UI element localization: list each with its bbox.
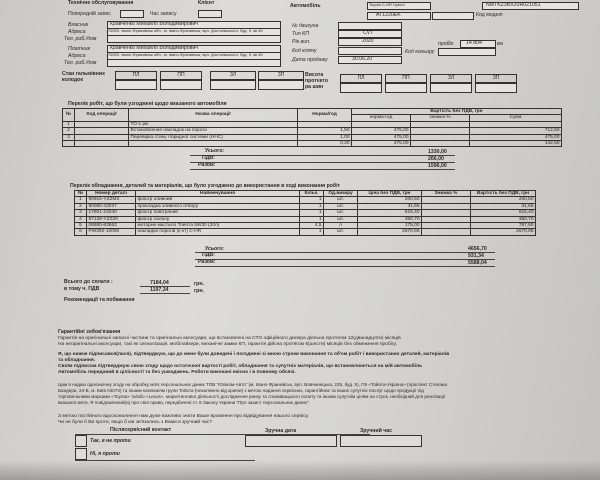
works-total-label: Усього: xyxy=(205,148,225,154)
consent-p3: торговельними марками «Toyota» та/або «Lexus», маркетингової діяльності дослідження ринку та споживацького попиту та іншим супутнім цілям на строк, необхідний для реалізації xyxy=(58,394,446,399)
car-heading: Автомобіль xyxy=(290,3,321,9)
payer-name: Кравченко Михайло Володимирович xyxy=(110,45,198,51)
gearbox-value: CVT xyxy=(363,30,374,36)
mileage-unit: км xyxy=(497,41,503,47)
feedback-p2: Чи не були б Ви проти, якщо б ми зв'язались з Вами в зручний час? xyxy=(58,420,212,425)
payer-address-label: Адреса xyxy=(68,53,86,59)
vin-value: NMTKZ3BX20R021051 xyxy=(486,2,541,8)
year-label: Рік вип. xyxy=(292,39,311,45)
consent-p2: Бандери, 24-Б, м. Київ 04073) та іншим компаніям групи Тойота (незалежно від країни) з метою надання сервісних, гарантійних та інших супутніх послуг щодо продукції під xyxy=(58,388,424,393)
contact-time-field[interactable] xyxy=(340,435,422,447)
contact-date-label: Зручна дата xyxy=(265,428,297,434)
table-row: 0,30 475,00 142,50 xyxy=(63,141,562,147)
phone-label: Тел. роб./дом xyxy=(64,36,97,42)
works-total: 1330,00 xyxy=(428,149,447,155)
pay-total-unit: грн. xyxy=(194,281,204,287)
brake-pads-label: Стан гальмівних колодок xyxy=(62,71,105,83)
doc-title: Технічне обслуговування xyxy=(68,0,134,6)
pads-fl: ПЛ xyxy=(115,71,157,80)
tread-fr: ПП xyxy=(385,74,427,83)
works-vat-label: ПДВ: xyxy=(202,155,215,161)
table-row: 1 90915-YZZM3 фільтр оливний 1 шт. 200,50 200,50 xyxy=(75,197,536,203)
pay-vat-unit: грн. xyxy=(194,288,204,294)
warranty-p1: Гарантія на оригінальні запасні частини та оригінальні аксесуари, що встановлені на СТО офіційного дилера діяльна протягом 12(дванадцяти) місяців xyxy=(58,336,401,341)
parts-sum: 5588,04 xyxy=(468,260,487,266)
holder-label: Власник xyxy=(68,22,89,28)
works-table: № Код операції Назва операції Норма/год Вартість без ПДВ, грн норма-год знижка % Сума 1 ТО-1 рік 2 Встановлення накладок на пороги 1,50 475,00 712,50 3 Перевірка стану гібридної системи (ННС) 1,00 475,00 475,00 0,30 475,00 142,50 xyxy=(62,108,562,147)
car-model: Toyota C-HR Hybrid xyxy=(369,2,405,7)
color-label: Код кольору xyxy=(405,49,435,55)
client-heading: Клієнт xyxy=(198,0,215,6)
contact-date-field[interactable] xyxy=(245,435,337,447)
plate-value: AT1220EK xyxy=(376,12,401,18)
consent-p1: Цим я надаю однозначну згоду на обробку моїх персональних даних ТОВ "Юліком-Авто" (м. Івано-Франківськ, вул. Вовчинецька, 225, буд. 5), ПІІ «Тойота-Україна» (проспект Степана xyxy=(58,382,448,387)
table-row: 5 08880-83863 моторне мастило Тойота 5W30 (20л) 4,5 л 175,00 787,50 xyxy=(75,223,536,229)
parts-vat-label: ПДВ: xyxy=(202,252,215,258)
contact-yes-label: Так, я не проти xyxy=(90,438,131,444)
address-label: Адреса xyxy=(68,29,86,35)
payer-address-value: 76000, Івано-Франківськ обл., м. Івано-Франківськ, вул. Достоєвського, буд. 9, кв 45 xyxy=(108,52,263,57)
works-sum-label: Разом: xyxy=(198,162,216,168)
parts-table: № Номер деталі Найменування Кільк. Од.виміру Ціна без ПДВ, грн Знижка % Вартість без ПДВ, грн 1 90915-YZZM3 фільтр оливний 1 шт. 200,50 200,50 2 90080-43037 прокладка зливного отвору 1 шт. 31,65 31,65 3 17801-24040 фільтр повітряний 1 шт. 615,40 615,40 4 87139-YZZ20 фільтр салону 1 шт. 350,70 350,70 5 08880-83863 моторне мастило Тойота 5W30 (20л) 4,5 л 175,00 787,50 6 PW392-10000 накладки порогів (к-кт) C-HR 1 шт. 2670,95 2670,95 xyxy=(74,190,536,236)
contact-no-label: Ні, я проти xyxy=(90,451,120,457)
parts-total: 4656,70 xyxy=(468,246,487,252)
contact-title: Післясервісний контакт xyxy=(110,427,172,433)
model-code-label: Код моделі xyxy=(476,12,503,18)
works-vat: 266,00 xyxy=(428,156,444,162)
tread-rr: ЗП xyxy=(475,74,517,83)
warranty-p1b: На неоригінальні аксесуари, такі як сигналізація, мобілайзери, механічні замки КП, гарантія дійсна протягом 6(шести) місяців без обмеження пробігу. xyxy=(58,342,397,347)
contact-no-checkbox[interactable] xyxy=(75,448,87,460)
recommendations-label: Рекомендації та побажання xyxy=(64,297,135,303)
gearbox-label: Тип КП xyxy=(292,31,309,37)
parts-vat: 931,34 xyxy=(468,253,484,259)
sale-date-label: Дата продажу xyxy=(292,57,328,63)
warranty-p2: Я, що нижче підписався(лася), підтверджую, що до мене були доведені і погоджені зі мною строки виконання та об'єм робіт і використаних деталей, матеріалів xyxy=(58,352,450,357)
mileage-label: пробіг xyxy=(438,41,454,47)
parts-total-label: Усього: xyxy=(205,246,225,252)
table-row: 2 Встановлення накладок на пороги 1,50 475,00 712,50 xyxy=(63,128,562,134)
table-row: 2 90080-43037 прокладка зливного отвору 1 шт. 31,65 31,65 xyxy=(75,203,536,209)
payer-phone-label: Тел. роб./дом xyxy=(64,60,97,66)
pads-fr: ПП xyxy=(160,71,202,80)
contact-yes-checkbox[interactable] xyxy=(75,435,87,447)
pads-rl: ЗЛ xyxy=(210,71,256,80)
order-label: Попередній запис xyxy=(68,11,111,17)
time-label: Час запису xyxy=(150,11,177,17)
contact-time-label: Зручний час xyxy=(360,428,392,434)
address-value: 76000, Івано-Франківськ обл., м. Івано-Франківськ, вул. Достоєвського, буд. 9, кв 45 xyxy=(108,28,263,33)
table-row: 4 87139-YZZ20 фільтр салону 1 шт. 350,70 350,70 xyxy=(75,216,536,222)
key-code-label: Код ключу xyxy=(292,48,317,54)
consent-p4: вказаної мети. Я повідомлений(а) про свої права, передбачені ст. 8 Закону України "Про захист персональних даних". xyxy=(58,400,310,405)
engine-label: № двигуна xyxy=(292,23,319,29)
mileage-value: 14 804 xyxy=(466,40,482,46)
table-row: 1 ТО-1 рік xyxy=(63,121,562,127)
pads-rr: ЗП xyxy=(258,71,304,80)
sale-date-value: 30.06.20 xyxy=(352,56,373,62)
year-value: 2020 xyxy=(362,38,374,44)
pay-total-label: Всього до сплати : xyxy=(64,279,113,285)
warranty-title: Гарантійні зобов'язання xyxy=(58,329,121,335)
warranty-p3: Своїм підписом підтверджую свою згоду щодо остаточної вартості робіт, обладнання та супутніх матеріалів, що встановлюються на мій автомобіль xyxy=(58,364,423,369)
payer-label: Платник xyxy=(68,46,91,52)
holder-name: Кравченко Михайло Володимирович xyxy=(110,21,198,27)
works-sum: 1596,00 xyxy=(428,163,447,169)
pay-vat-label: в тому ч. ПДВ xyxy=(64,286,100,292)
tread-fl: ПЛ xyxy=(340,74,382,83)
tread-rl: ЗЛ xyxy=(430,74,472,83)
parts-sum-label: Разом: xyxy=(198,259,216,265)
works-title: Перелік робіт, що були узгоджені щодо вказаного автомобіля xyxy=(68,101,227,107)
warranty-p3b: Автомобіль переданий в цілісності та без ушкоджень. Роботи виконані якісно і в повному обсязі. xyxy=(58,370,296,375)
warranty-p2b: та обладнання. xyxy=(58,358,96,363)
tread-label: Висота протекто ра шин xyxy=(305,72,329,90)
table-row: 6 PW392-10000 накладки порогів (к-кт) C-HR 1 шт. 2670,95 2670,95 xyxy=(75,229,536,235)
parts-title: Перелік обладнання, деталей та матеріалів, що було узгоджено до використання в ході виконання робіт xyxy=(70,183,341,189)
pay-vat: 1197,34 xyxy=(150,287,169,293)
feedback-p1: З метою постійного вдосконалення нам дуже важливо знати Ваше враження про відвідування нашого сервісу. xyxy=(58,414,309,419)
pay-total: 7184,04 xyxy=(150,280,169,286)
table-row: 3 Перевірка стану гібридної системи (ННС) 1,00 475,00 475,00 xyxy=(63,134,562,140)
table-row: 3 17801-24040 фільтр повітряний 1 шт. 615,40 615,40 xyxy=(75,210,536,216)
